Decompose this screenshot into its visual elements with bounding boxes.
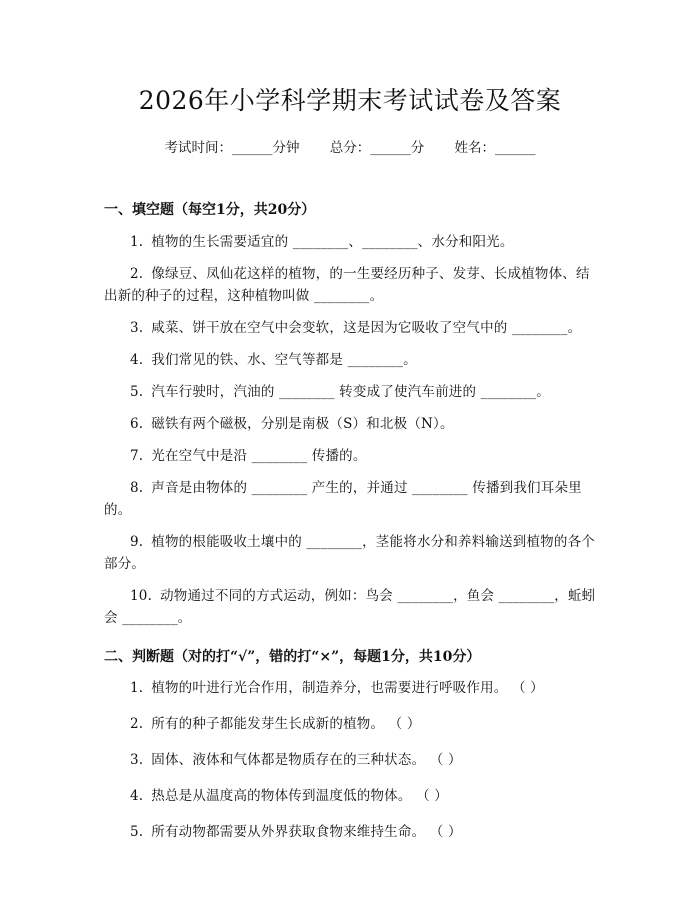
question-text: 咸菜、饼干放在空气中会变软，这是因为它吸收了空气中的 ________。 xyxy=(151,320,582,336)
fill-in-blank-section xyxy=(104,200,596,629)
question-number: 4. xyxy=(130,352,144,368)
question-list xyxy=(104,231,596,629)
section-heading: 一、填空题（每空1分，共20分） xyxy=(104,202,316,218)
question-text: 我们常见的铁、水、空气等都是 ________。 xyxy=(151,352,417,368)
question-number: 9. xyxy=(130,534,144,550)
question-number: 7. xyxy=(130,448,144,464)
question-item xyxy=(104,785,596,807)
question-text: 所有的种子都能发芽生长成新的植物。 （ ） xyxy=(151,716,421,732)
true-false-section xyxy=(104,647,596,843)
question-list xyxy=(104,677,596,843)
question-item xyxy=(104,349,596,371)
question-text: 汽车行驶时，汽油的 ________ 转变成了使汽车前进的 ________。 xyxy=(151,384,550,400)
question-item xyxy=(104,317,596,339)
question-item xyxy=(104,477,596,521)
question-item xyxy=(104,749,596,771)
question-text: 动物通过不同的方式运动，例如：鸟会 ________，鱼会 ________，蚯蚓会 ________。 xyxy=(104,588,596,626)
question-number: 1. xyxy=(130,680,144,696)
question-number: 5. xyxy=(130,824,144,840)
question-item xyxy=(104,713,596,735)
question-number: 2. xyxy=(130,716,144,732)
exam-time-field: 考试时间：______分钟 xyxy=(164,140,300,156)
question-item xyxy=(104,381,596,403)
question-number: 5. xyxy=(130,384,144,400)
question-item xyxy=(104,821,596,843)
question-text: 热总是从温度高的物体传到温度低的物体。 （ ） xyxy=(151,788,448,804)
question-item xyxy=(104,445,596,467)
question-text: 植物的叶进行光合作用，制造养分，也需要进行呼吸作用。 （ ） xyxy=(151,680,544,696)
question-number: 10. xyxy=(130,588,153,604)
question-item xyxy=(104,677,596,699)
question-text: 固体、液体和气体都是物质存在的三种状态。 （ ） xyxy=(151,752,462,768)
page-title: 2026年小学科学期末考试试卷及答案 xyxy=(138,86,562,115)
question-number: 8. xyxy=(130,480,144,496)
question-text: 像绿豆、凤仙花这样的植物，的一生要经历种子、发芽、长成植物体、结出新的种子的过程，这种植物叫做 ________。 xyxy=(104,266,590,304)
question-item xyxy=(104,585,596,629)
section-heading: 二、判断题（对的打“√”，错的打“×”，每题1分，共10分） xyxy=(104,649,481,665)
question-text: 光在空气中是沿 ________ 传播的。 xyxy=(151,448,367,464)
question-text: 声音是由物体的 ________ 产生的，并通过 ________ 传播到我们耳朵里的。 xyxy=(104,480,582,518)
exam-info-line xyxy=(104,138,596,158)
question-number: 4. xyxy=(130,788,144,804)
question-text: 磁铁有两个磁极，分别是南极（S）和北极（N）。 xyxy=(151,416,454,432)
question-number: 6. xyxy=(130,416,144,432)
question-number: 3. xyxy=(130,320,144,336)
total-score-field: 总分：______分 xyxy=(329,140,425,156)
student-name-field: 姓名：______ xyxy=(454,140,536,156)
question-item xyxy=(104,531,596,575)
question-number: 3. xyxy=(130,752,144,768)
question-item xyxy=(104,263,596,307)
question-text: 植物的生长需要适宜的 ________、________、水分和阳光。 xyxy=(151,234,514,250)
question-number: 1. xyxy=(130,234,144,250)
question-number: 2. xyxy=(130,266,144,282)
question-item xyxy=(104,413,596,435)
question-text: 所有动物都需要从外界获取食物来维持生命。 （ ） xyxy=(151,824,462,840)
question-item xyxy=(104,231,596,253)
question-text: 植物的根能吸收土壤中的 ________，茎能将水分和养料输送到植物的各个部分。 xyxy=(104,534,595,572)
